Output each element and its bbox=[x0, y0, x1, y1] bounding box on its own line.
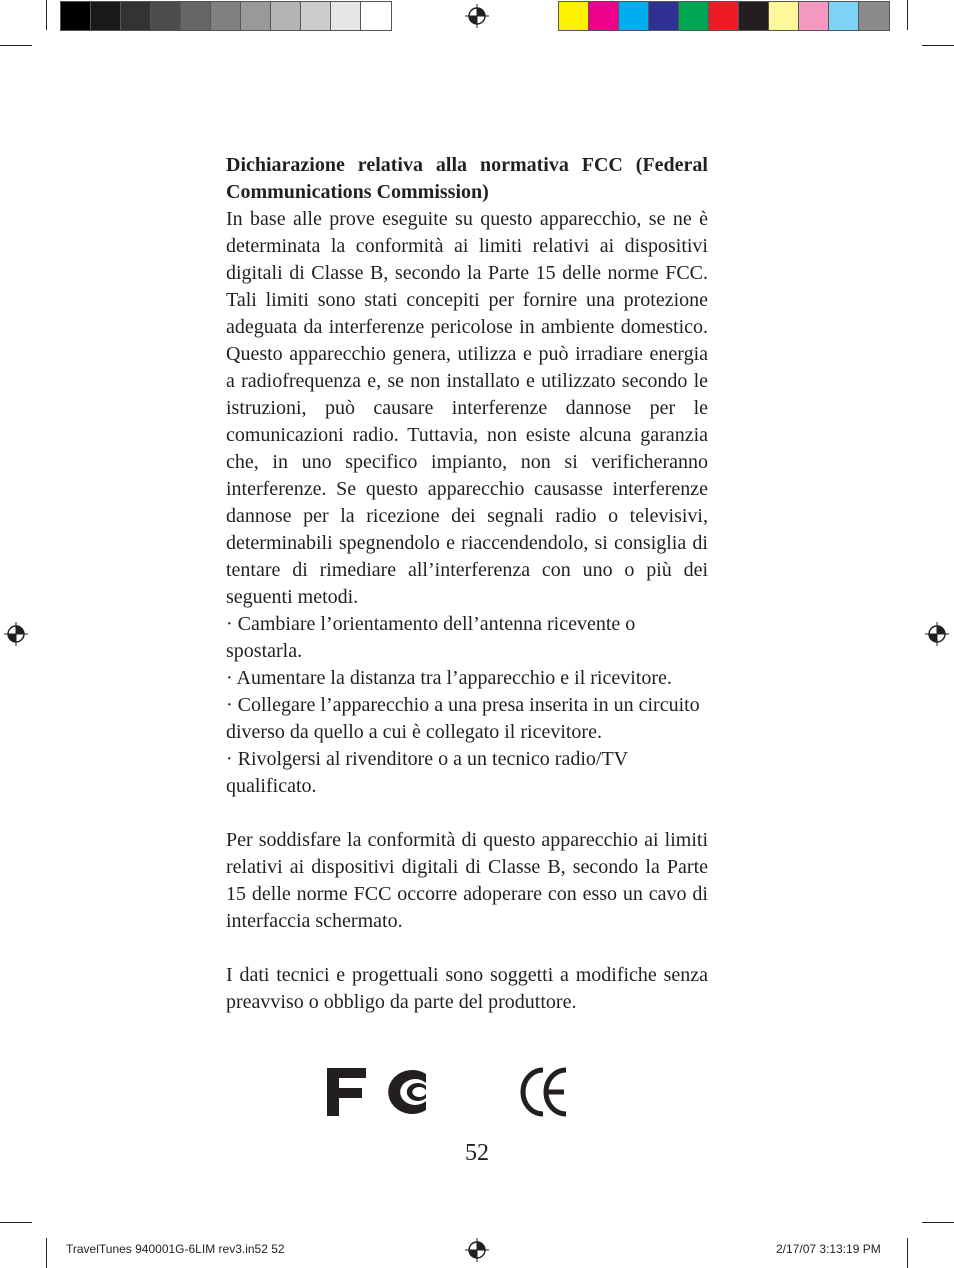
crop-mark bbox=[922, 1222, 954, 1223]
document-title: Dichiarazione relativa alla normativa FCC (Federal Communications Commission) bbox=[226, 154, 708, 203]
color-swatch bbox=[739, 2, 769, 30]
page-number: 52 bbox=[465, 1140, 489, 1166]
color-swatch bbox=[151, 2, 181, 30]
color-swatch bbox=[769, 2, 799, 30]
color-swatch bbox=[679, 2, 709, 30]
intro-paragraph: In base alle prove eseguite su questo apparecchio, se ne è determinata la conformità ai limiti relativi ai dispositivi digitali di Classe B, secondo la Parte 15 delle norme FCC. Tali limiti sono stati concepiti per fornire una protezione adeguata da interferenze pericolose in ambiente domestico. Questo apparecchio genera, utilizza e può irradiare energia a radiofrequenza e, se non installato e utilizzato secondo le istruzioni, può causare interferenze dannose per le comunicazioni radio. Tuttavia, non esiste alcuna garanzia che, in uno specifico impianto, non si verificheranno interferenze. Se questo apparecchio causasse interferenze dannose per la ricezione dei segnali radio o televisivi, determinabili spegnendolo e riaccendendolo, si consiglia di tentare di rimediare all’interferenza con uno o più dei seguenti metodi. bbox=[226, 208, 708, 608]
certification-logos bbox=[0, 1064, 954, 1120]
color-swatch bbox=[589, 2, 619, 30]
crop-mark bbox=[46, 0, 47, 30]
shielded-cable-paragraph: Per soddisfare la conformità di questo apparecchio ai limiti relativi ai dispositivi digitali di Classe B, secondo la Parte 15 delle norme FCC occorre adoperare con esso un cavo di interfaccia schermato. bbox=[226, 829, 708, 932]
registration-mark-icon bbox=[4, 622, 28, 646]
color-swatch bbox=[271, 2, 301, 30]
list-item: · Aumentare la distanza tra l’apparecchio e il ricevitore. bbox=[226, 667, 672, 689]
color-swatch bbox=[361, 2, 391, 30]
color-swatch bbox=[211, 2, 241, 30]
crop-mark bbox=[46, 1238, 47, 1268]
color-swatch bbox=[241, 2, 271, 30]
color-swatch bbox=[91, 2, 121, 30]
disclaimer-paragraph: I dati tecnici e progettuali sono soggetti a modifiche senza preavviso o obbligo da parte del produttore. bbox=[226, 964, 708, 1013]
color-swatch bbox=[709, 2, 739, 30]
color-swatch bbox=[559, 2, 589, 30]
slug-file-info: TravelTunes 940001G-6LIM rev3.in52 52 bbox=[66, 1242, 285, 1256]
ce-mark-icon bbox=[523, 1070, 566, 1114]
slug-timestamp: 2/17/07 3:13:19 PM bbox=[776, 1242, 881, 1256]
process-color-bar bbox=[558, 1, 890, 31]
color-swatch bbox=[829, 2, 859, 30]
fcc-logo-icon bbox=[327, 1068, 426, 1116]
color-swatch bbox=[859, 2, 889, 30]
crop-mark bbox=[0, 1222, 32, 1223]
color-swatch bbox=[331, 2, 361, 30]
list-item: · Cambiare l’orientamento dell’antenna ricevente o spostarla. bbox=[226, 613, 636, 662]
document-body bbox=[226, 152, 708, 1016]
list-item: · Rivolgersi al rivenditore o a un tecnico radio/TV qualificato. bbox=[226, 748, 628, 797]
color-swatch bbox=[799, 2, 829, 30]
color-swatch bbox=[181, 2, 211, 30]
color-swatch bbox=[121, 2, 151, 30]
crop-mark bbox=[0, 45, 32, 46]
crop-mark bbox=[907, 0, 908, 30]
grayscale-color-bar bbox=[60, 1, 392, 31]
color-swatch bbox=[61, 2, 91, 30]
registration-mark-icon bbox=[465, 4, 489, 28]
color-swatch bbox=[649, 2, 679, 30]
color-swatch bbox=[301, 2, 331, 30]
color-swatch bbox=[619, 2, 649, 30]
crop-mark bbox=[907, 1238, 908, 1268]
crop-mark bbox=[922, 45, 954, 46]
list-item: · Collegare l’apparecchio a una presa inserita in un circuito diverso da quello a cui è collegato il ricevitore. bbox=[226, 694, 700, 743]
registration-mark-icon bbox=[465, 1238, 489, 1262]
registration-mark-icon bbox=[925, 622, 949, 646]
